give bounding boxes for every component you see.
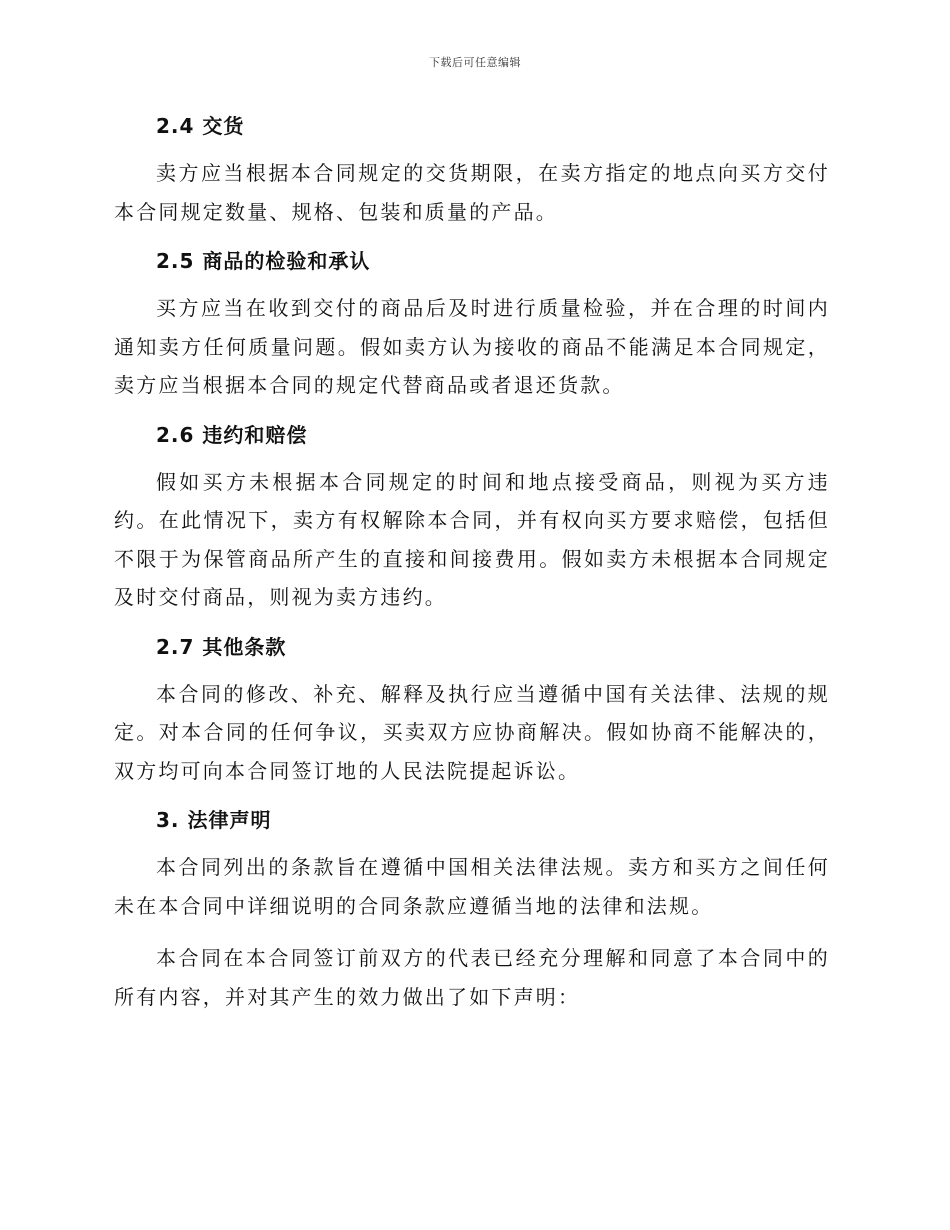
section-heading: 2.7 其他条款 (156, 634, 287, 659)
section-heading: 2.6 违约和赔偿 (156, 422, 308, 447)
paragraph: 假如买方未根据本合同规定的时间和地点接受商品，则视为买方违约。在此情况下，卖方有权解除本合同，并有权向买方要求赔偿，包括但不限于为保管商品所产生的直接和间接费用。假如卖方未根据本合同规定及时交付商品，则视为卖方违约。 (114, 469, 830, 609)
paragraph: 本合同在本合同签订前双方的代表已经充分理解和同意了本合同中的所有内容，并对其产生的效力做出了如下声明： (114, 946, 830, 1009)
paragraph: 本合同的修改、补充、解释及执行应当遵循中国有关法律、法规的规定。对本合同的任何争议，买卖双方应协商解决。假如协商不能解决的，双方均可向本合同签订地的人民法院提起诉讼。 (114, 681, 830, 783)
document-body (114, 108, 830, 1028)
paragraph: 买方应当在收到交付的商品后及时进行质量检验，并在合理的时间内通知卖方任何质量问题。假如卖方认为接收的商品不能满足本合同规定，卖方应当根据本合同的规定代替商品或者退还货款。 (114, 296, 830, 397)
section-heading: 3. 法律声明 (156, 808, 272, 832)
section-heading: 2.4 交货 (156, 114, 245, 138)
page-header: 下载后可任意编辑 (429, 56, 521, 69)
section-heading: 2.5 商品的检验和承认 (156, 249, 371, 273)
paragraph: 卖方应当根据本合同规定的交货期限，在卖方指定的地点向买方交付本合同规定数量、规格、包装和质量的产品。 (114, 161, 830, 224)
paragraph: 本合同列出的条款旨在遵循中国相关法律法规。卖方和买方之间任何未在本合同中详细说明的合同条款应遵循当地的法律和法规。 (114, 855, 830, 918)
